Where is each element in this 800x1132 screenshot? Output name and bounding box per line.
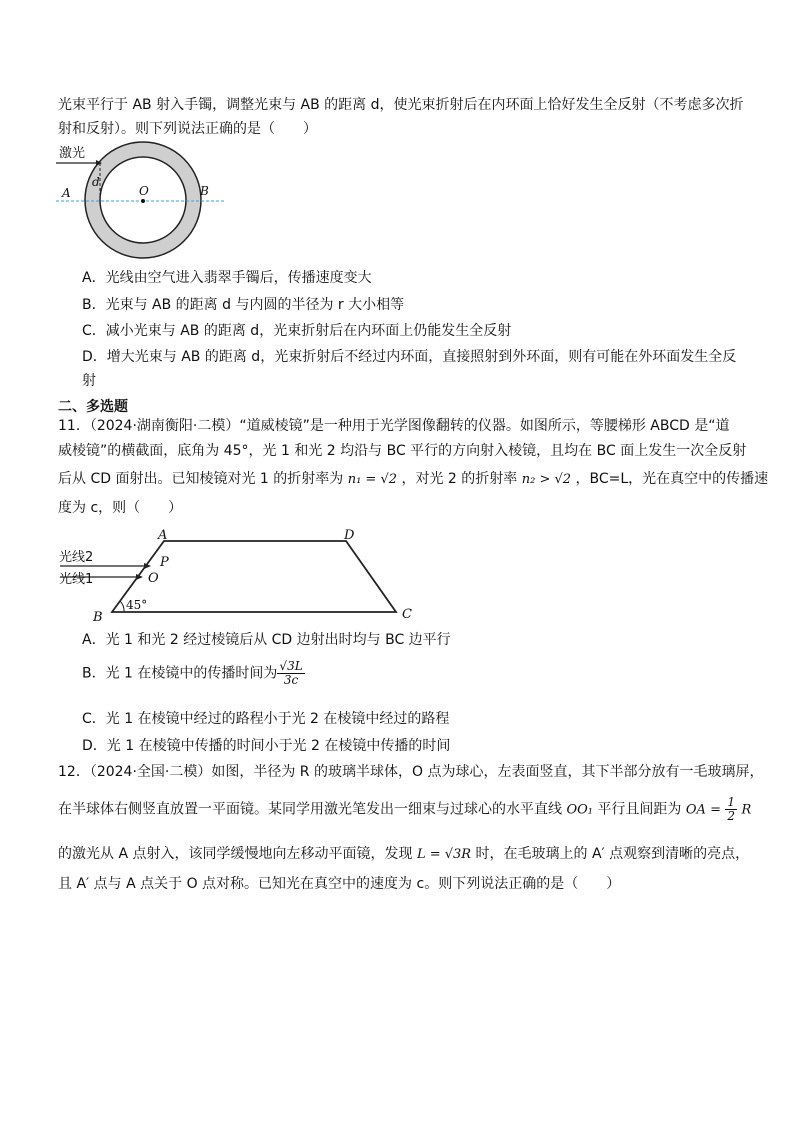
q11-option-b-fraction bbox=[277, 660, 304, 687]
center-point bbox=[141, 199, 145, 203]
q11-line3-b: ，对光 2 的折射率 bbox=[401, 471, 518, 487]
q10-option-c: C．减小光束与 AB 的距离 d，光束折射后在内环面上仍能发生全反射 bbox=[82, 323, 512, 339]
q12-line4: 且 A′ 点与 A 点关于 O 点对称。已知光在真空中的速度为 c。则下列说法正确的是（ ） bbox=[58, 876, 621, 892]
laser-label: 激光 bbox=[59, 146, 86, 161]
oa-lhs: OA = bbox=[685, 802, 721, 818]
q12-line2 bbox=[58, 796, 751, 823]
q12-line3 bbox=[58, 846, 749, 863]
oo1-expression: OO₁ bbox=[566, 802, 593, 818]
oa-R: R bbox=[741, 802, 752, 818]
q11-line4: 度为 c，则（ ） bbox=[58, 500, 183, 516]
q10-stem-line1: 光束平行于 AB 射入手镯，调整光束与 AB 的距离 d，使光束折射后在内环面上恰好发生全反射（不考虑多次折 bbox=[58, 97, 744, 113]
angle-arc bbox=[120, 601, 124, 612]
ray2-label: 光线2 bbox=[59, 550, 94, 565]
q11-line3-a: 后从 CD 面射出。已知棱镜对光 1 的折射率为 bbox=[58, 471, 344, 487]
q10-option-a: A．光线由空气进入翡翠手镯后，传播速度变大 bbox=[82, 270, 372, 286]
q11-line3 bbox=[58, 471, 768, 488]
q11-line3-c: ，BC=L，光在真空中的传播速 bbox=[575, 471, 769, 487]
q10-stem-line2: 射和反射）。则下列说法正确的是（ ） bbox=[58, 121, 317, 137]
label-d: d bbox=[92, 175, 100, 189]
angle-label: 45° bbox=[126, 598, 148, 612]
q11-option-b-prefix: B．光 1 在棱镜中的传播时间为 bbox=[82, 665, 278, 682]
label-P: P bbox=[160, 555, 169, 570]
q12-line2-a: 在半球体右侧竖直放置一平面镜。某同学用激光笔发出一细束与过球心的水平直线 bbox=[58, 801, 562, 818]
n1-expression: n₁ = √2 bbox=[347, 472, 398, 487]
q11-option-c: C．光 1 在棱镜中经过的路程小于光 2 在棱镜中经过的路程 bbox=[82, 711, 450, 727]
q10-ring-figure bbox=[56, 140, 246, 260]
oa-numerator: 1 bbox=[727, 795, 736, 809]
label-O: O bbox=[139, 184, 149, 198]
q12-line3-b: 时，在毛玻璃上的 A′ 点观察到清晰的亮点， bbox=[475, 846, 750, 862]
q12-line2-b: 平行且间距为 bbox=[597, 801, 682, 818]
fraction-numerator: √3L bbox=[279, 659, 303, 673]
label-D: D bbox=[344, 528, 355, 543]
oa-fraction bbox=[725, 796, 737, 823]
fraction-denominator: 3c bbox=[283, 673, 299, 688]
q10-option-b: B．光束与 AB 的距离 d 与内圆的半径为 r 大小相等 bbox=[82, 297, 405, 313]
label-O: O bbox=[148, 571, 159, 586]
label-B: B bbox=[93, 610, 103, 624]
q11-option-d: D．光 1 在棱镜中传播的时间小于光 2 在棱镜中传播的时间 bbox=[82, 738, 451, 754]
q11-prism-figure bbox=[56, 528, 436, 624]
section-title: 二、多选题 bbox=[58, 399, 128, 415]
q11-option-b bbox=[82, 660, 305, 687]
q11-line2: 威棱镜”的横截面，底角为 45°，光 1 和光 2 均沿与 BC 平行的方向射入棱镜，且均在 BC 面上发生一次全反射 bbox=[58, 443, 747, 459]
q12-line1: 12．（2024·全国·二模）如图，半径为 R 的玻璃半球体，O 点为球心，左表面竖直，其下半部分放有一毛玻璃屏， bbox=[58, 764, 764, 780]
q12-line3-a: 的激光从 A 点射入，该同学缓慢地向左移动平面镜，发现 bbox=[58, 846, 413, 862]
l-expression: L = √3R bbox=[416, 847, 472, 862]
label-B: B bbox=[200, 184, 209, 198]
q11-line1: 11．（2024·湖南衡阳·二模）“道威棱镜”是一种用于光学图像翻转的仪器。如图所示，等腰梯形 ABCD 是“道 bbox=[58, 418, 730, 434]
label-A: A bbox=[158, 528, 168, 543]
label-A: A bbox=[62, 186, 71, 200]
q11-option-a: A．光 1 和光 2 经过棱镜后从 CD 边射出时均与 BC 边平行 bbox=[82, 632, 451, 648]
n2-expression: n₂ > √2 bbox=[521, 472, 572, 487]
q10-option-d-cont: 射 bbox=[82, 373, 96, 389]
q10-option-d: D．增大光束与 AB 的距离 d，光束折射后不经过内环面，直接照射到外环面，则有可能在外环面发生全反 bbox=[82, 349, 737, 365]
label-C: C bbox=[402, 607, 412, 622]
oa-denominator: 2 bbox=[727, 809, 736, 824]
ray1-label: 光线1 bbox=[59, 572, 94, 587]
